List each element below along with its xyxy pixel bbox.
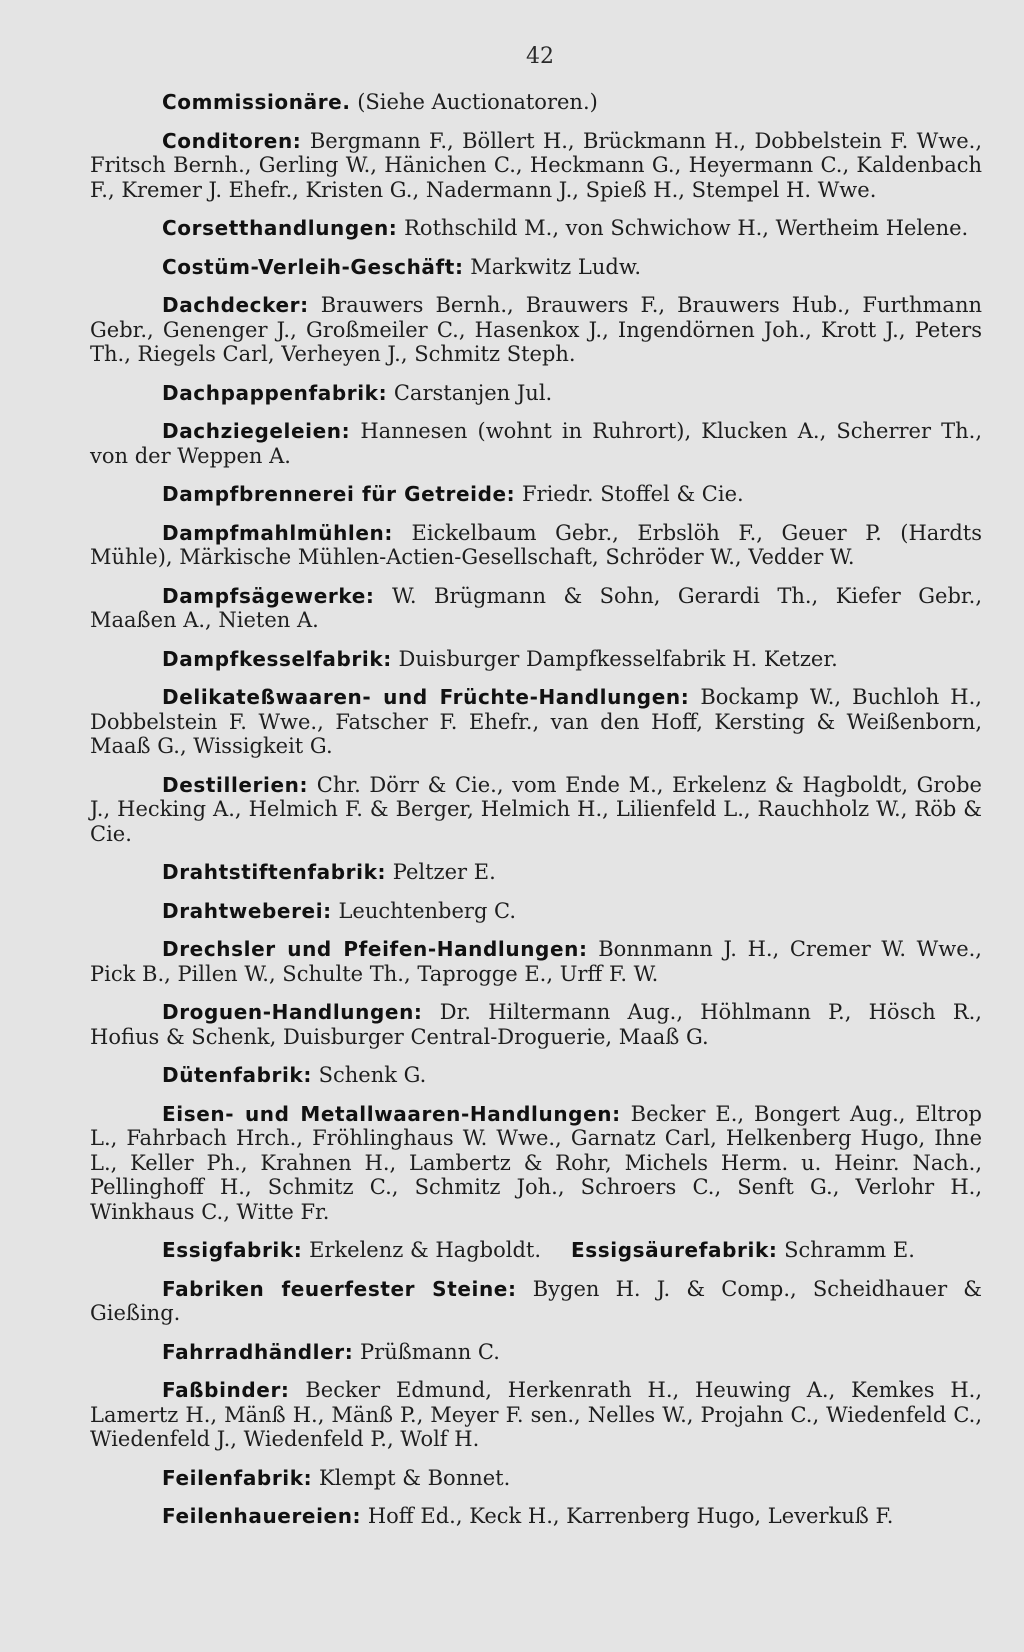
entry-heading: Drahtstiftenfabrik: (162, 860, 387, 884)
entry-commissionaere (90, 90, 982, 115)
entry-heading: Delikateßwaaren- und Früchte-Handlungen: (162, 685, 690, 709)
entry-heading: Dachpappenfabrik: (162, 380, 388, 405)
entry-drechsler (90, 937, 982, 986)
entry-droguen-handlungen (90, 1000, 982, 1049)
entry-dampfkesselfabrik (90, 647, 982, 672)
entry-essigfabrik (90, 1238, 982, 1263)
entry-destillerien (90, 773, 982, 847)
entry-text: Carstanjen Jul. (393, 380, 553, 405)
entry-heading: Dampfbrennerei für Getreide: (162, 482, 516, 506)
entry-text: Bockamp W., Buchloh H., Dobbelstein F. Wwe., Fatscher F. Ehefr., van den Hoff, Kersting & Weißenborn, Maaß G., Wissigkeit G. (90, 685, 982, 758)
entry-text: (Siehe Auctionatoren.) (357, 90, 598, 114)
entry-dachdecker (90, 293, 982, 367)
entry-corsetthandlungen (90, 216, 982, 241)
entry-heading: Fabriken feuerfester Steine: (162, 1276, 517, 1301)
entry-eisen-metallwaaren (90, 1102, 982, 1225)
entry-heading: Eisen- und Metallwaaren-Handlungen: (162, 1101, 621, 1126)
entry-text: Erkelenz & Hagboldt. (309, 1238, 541, 1262)
entry-costuem-verleih (90, 255, 982, 280)
entry-heading: Feilenfabrik: (162, 1465, 313, 1490)
entry-heading: Faßbinder: (162, 1378, 290, 1402)
entry-text: Markwitz Ludw. (470, 254, 641, 279)
entry-heading: Conditoren: (162, 128, 302, 153)
entry-feilenhauereien (90, 1504, 982, 1529)
entry-drahtstiftenfabrik (90, 860, 982, 885)
entry-heading: Dampfsägewerke: (162, 583, 375, 608)
entry-heading: Commissionäre. (162, 90, 351, 114)
entry-heading: Dachdecker: (162, 293, 309, 317)
entry-text: Becker Edmund, Herkenrath H., Heuwing A., Kemkes H., Lamertz H., Mänß H., Mänß P., Meyer F. sen., Nelles W., Projahn C., Wiedenfeld C., Wiedenfeld J., Wiedenfeld P., Wolf H. (90, 1378, 982, 1451)
entry-heading: Drechsler und Pfeifen-Handlungen: (162, 937, 588, 961)
entry-dachpappenfabrik (90, 381, 982, 406)
entry-text-essigsaeurefabrik: Schramm E. (784, 1238, 915, 1262)
entry-text: Bergmann F., Böllert H., Brückmann H., Dobbelstein F. Wwe., Fritsch Bernh., Gerling W., Hänichen C., Heckmann G., Heyermann C., Kaldenbach F., Kremer J. Ehefr., Kristen G., Nadermann J., Spieß H., Stempel H. Wwe. (90, 128, 982, 202)
entry-dampfsaegewerke (90, 584, 982, 633)
entry-fahrradhaendler (90, 1340, 982, 1365)
entry-text: Rothschild M., von Schwichow H., Wertheim Helene. (404, 216, 969, 240)
entry-heading: Destillerien: (162, 772, 309, 797)
entry-text: Leuchtenberg C. (338, 898, 517, 923)
entry-text: Schenk G. (318, 1063, 427, 1087)
entry-heading: Essigfabrik: (162, 1238, 303, 1262)
entry-drahtweberei (90, 899, 982, 924)
entry-heading: Dütenfabrik: (162, 1063, 312, 1087)
entry-heading: Costüm-Verleih-Geschäft: (162, 254, 464, 279)
entry-dampfbrennerei (90, 482, 982, 507)
entry-text: Hannesen (wohnt in Ruhrort), Klucken A., Scherrer Th., von der Weppen A. (90, 419, 983, 468)
entry-text: Chr. Dörr & Cie., vom Ende M., Erkelenz & Hagboldt, Grobe J., Hecking A., Helmich F. & Berger, Helmich H., Lilienfeld L., Rauchholz W., Röb & Cie. (90, 772, 982, 846)
entry-heading: Dachziegeleien: (162, 419, 351, 443)
entry-text: Bonnmann J. H., Cremer W. Wwe., Pick B., Pillen W., Schulte Th., Taprogge E., Urff F. W. (90, 937, 982, 986)
entry-text: Klempt & Bonnet. (318, 1465, 511, 1490)
entry-text: Dr. Hiltermann Aug., Höhlmann P., Hösch R., Hofius & Schenk, Duisburger Central-Droguerie, Maaß G. (90, 1000, 982, 1049)
entry-text: Prüßmann C. (360, 1339, 500, 1364)
entry-fassbinder (90, 1378, 982, 1452)
entry-text: W. Brügmann & Sohn, Gerardi Th., Kiefer Gebr., Maaßen A., Nieten A. (90, 583, 982, 632)
entry-text: Peltzer E. (392, 860, 496, 884)
entry-delikatesswaaren (90, 685, 982, 759)
directory-entries (90, 90, 982, 1543)
page-number: 42 (526, 44, 554, 69)
entry-heading: Drahtweberei: (162, 898, 332, 923)
entry-feilenfabrik (90, 1466, 982, 1491)
entry-fabriken-feuerfester-steine (90, 1277, 982, 1326)
entry-text: Brauwers Bernh., Brauwers F., Brauwers Hub., Furthmann Gebr., Genenger J., Großmeiler C., Hasenkox J., Ingendörnen Joh., Krott J., Peters Th., Riegels Carl, Verheyen J., Schmitz Steph. (90, 293, 982, 366)
entry-heading: Corsetthandlungen: (162, 216, 398, 240)
entry-heading: Dampfmahlmühlen: (162, 520, 393, 545)
entry-heading: Droguen-Handlungen: (162, 1000, 423, 1024)
entry-heading: Fahrradhändler: (162, 1339, 354, 1364)
entry-text: Duisburger Dampfkesselfabrik H. Ketzer. (398, 646, 838, 671)
entry-duetenfabrik (90, 1063, 982, 1088)
entry-heading: Dampfkesselfabrik: (162, 646, 392, 671)
entry-heading-essigsaeurefabrik: Essigsäurefabrik: (571, 1238, 778, 1262)
entry-text: Eickelbaum Gebr., Erbslöh F., Geuer P. (Hardts Mühle), Märkische Mühlen-Actien-Gesellschaft, Schröder W., Vedder W. (90, 520, 982, 569)
entry-dachziegeleien (90, 419, 982, 468)
entry-text: Bygen H. J. & Comp., Scheidhauer & Gießing. (90, 1276, 982, 1325)
entry-text: Friedr. Stoffel & Cie. (521, 482, 744, 506)
entry-heading: Feilenhauereien: (162, 1504, 362, 1528)
entry-text: Hoff Ed., Keck H., Karrenberg Hugo, Leverkuß F. (367, 1504, 894, 1528)
entry-dampfmahlmuehlen (90, 521, 982, 570)
entry-text: Becker E., Bongert Aug., Eltrop L., Fahrbach Hrch., Fröhlinghaus W. Wwe., Garnatz Carl, Helkenberg Hugo, Ihne L., Keller Ph., Krahnen H., Lambertz & Rohr, Michels Herm. u. Heinr. Nach., Pellinghoff H., Schmitz C., Schmitz Joh., Schroers C., Senft G., Verlohr H., Winkhaus C., Witte Fr. (90, 1101, 982, 1224)
entry-conditoren (90, 129, 982, 203)
